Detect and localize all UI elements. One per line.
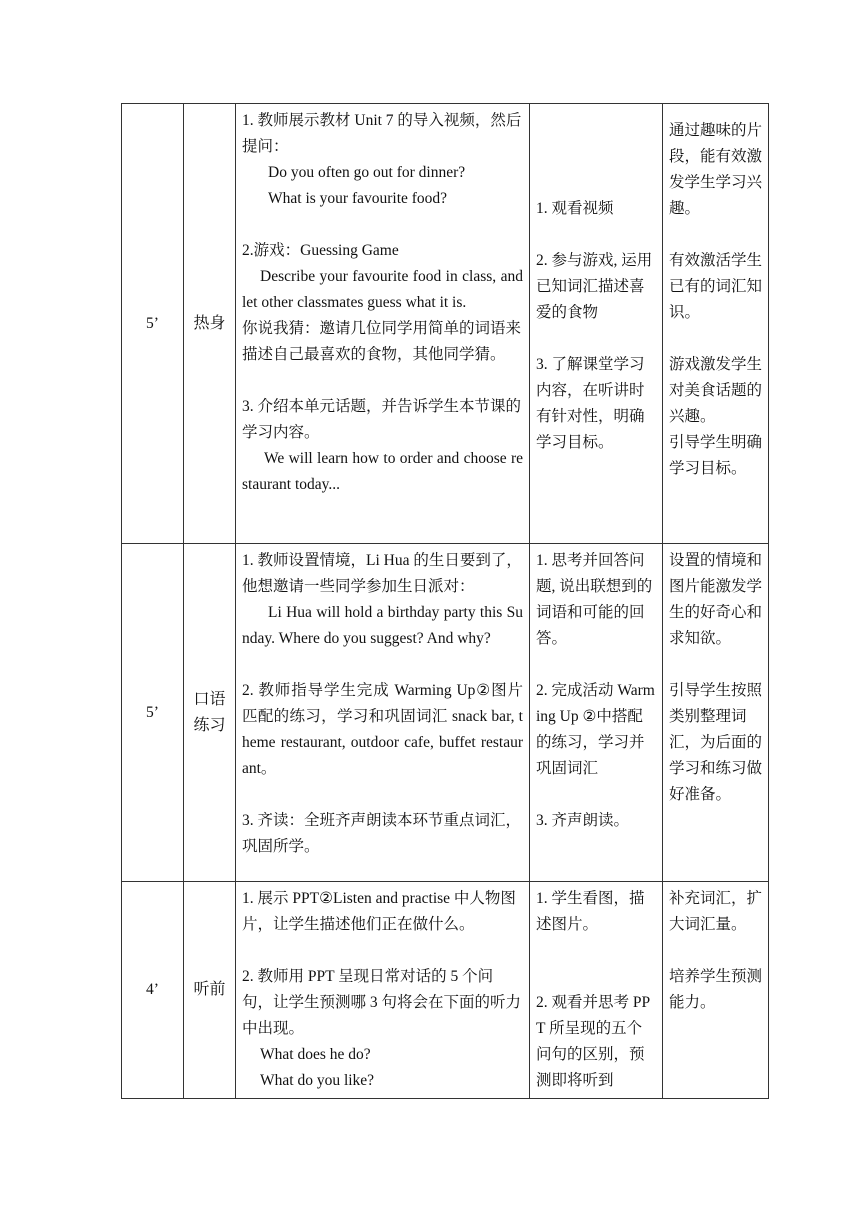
student-activity-cell (530, 882, 663, 1099)
table-row (122, 882, 769, 1099)
stage-cell: 听前 (184, 882, 236, 1099)
text-line: 3. 齐声朗读。 (536, 812, 630, 829)
teacher-activity-cell (236, 882, 530, 1099)
time-cell: 5’ (122, 544, 184, 882)
text-line: 补充词汇，扩大词汇量。 (669, 890, 763, 933)
text-line: 游戏激发学生对美食话题的兴趣。 (669, 356, 763, 425)
text-line: What do you like? (260, 1072, 375, 1089)
text-line: What does he do? (260, 1046, 371, 1063)
teacher-activity-cell (236, 104, 530, 544)
text-line: 3. 齐读：全班齐声朗读本环节重点词汇，巩固所学。 (242, 812, 522, 855)
text-line: 1. 观看视频 (536, 200, 614, 217)
text-line: 有效激活学生已有的词汇知识。 (669, 252, 763, 321)
text-line: 2. 教师指导学生完成 Warming Up②图片匹配的练习，学习和巩固词汇 snack bar, theme restaurant, outdoor cafe, buffet restaurant。 (242, 682, 523, 777)
text-line: 3. 介绍本单元话题，并告诉学生本节课的学习内容。 (242, 398, 522, 441)
text-line: 2. 完成活动 Warming Up ②中搭配的练习，学习并巩固词汇 (536, 682, 655, 777)
text-line: 设置的情境和图片能激发学生的好奇心和求知欲。 (669, 552, 763, 647)
text-line: 2.游戏：Guessing Game (242, 242, 399, 259)
text-line: We will learn how to order and choose restaurant today... (242, 450, 523, 493)
text-line: 1. 展示 PPT②Listen and practise 中人物图片，让学生描述他们正在做什么。 (242, 890, 516, 933)
teacher-activity-cell (236, 544, 530, 882)
text-line: Describe your favourite food in class, and let other classmates guess what it is. (242, 268, 523, 311)
purpose-cell (663, 544, 769, 882)
text-line: 1. 教师设置情境，Li Hua 的生日要到了，他想邀请一些同学参加生日派对： (242, 552, 522, 595)
text-line: 2. 教师用 PPT 呈现日常对话的 5 个问句，让学生预测哪 3 句将会在下面的听力中出现。 (242, 968, 522, 1037)
text-line: 2. 参与游戏, 运用已知词汇描述喜爱的食物 (536, 252, 653, 321)
lesson-plan-table (121, 103, 769, 1099)
table-row (122, 544, 769, 882)
text-line: 培养学生预测能力。 (669, 968, 763, 1011)
text-line: 引导学生明确学习目标。 (669, 434, 763, 477)
text-line: 2. 观看并思考 PPT 所呈现的五个问句的区别，预测即将听到 (536, 994, 651, 1089)
student-activity-cell (530, 544, 663, 882)
student-activity-cell (530, 104, 663, 544)
table-row (122, 104, 769, 544)
text-line: 1. 教师展示教材 Unit 7 的导入视频，然后提问： (242, 112, 522, 155)
text-line: 1. 学生看图，描述图片。 (536, 890, 645, 933)
time-cell: 4’ (122, 882, 184, 1099)
time-cell: 5’ (122, 104, 184, 544)
text-line: Do you often go out for dinner? (268, 164, 466, 181)
text-line: 3. 了解课堂学习内容，在听讲时有针对性，明确学习目标。 (536, 356, 645, 451)
purpose-cell (663, 882, 769, 1099)
stage-cell: 热身 (184, 104, 236, 544)
text-line: 通过趣味的片段，能有效激发学生学习兴趣。 (669, 122, 763, 217)
text-line: What is your favourite food? (268, 190, 448, 207)
text-line: 1. 思考并回答问题, 说出联想到的词语和可能的回答。 (536, 552, 653, 647)
stage-cell: 口语练习 (184, 544, 236, 882)
purpose-cell (663, 104, 769, 544)
text-line: Li Hua will hold a birthday party this Sunday. Where do you suggest? And why? (242, 604, 523, 647)
text-line: 你说我猜：邀请几位同学用简单的词语来描述自己最喜欢的食物，其他同学猜。 (242, 320, 522, 363)
text-line: 引导学生按照类别整理词汇，为后面的学习和练习做好准备。 (669, 682, 763, 803)
